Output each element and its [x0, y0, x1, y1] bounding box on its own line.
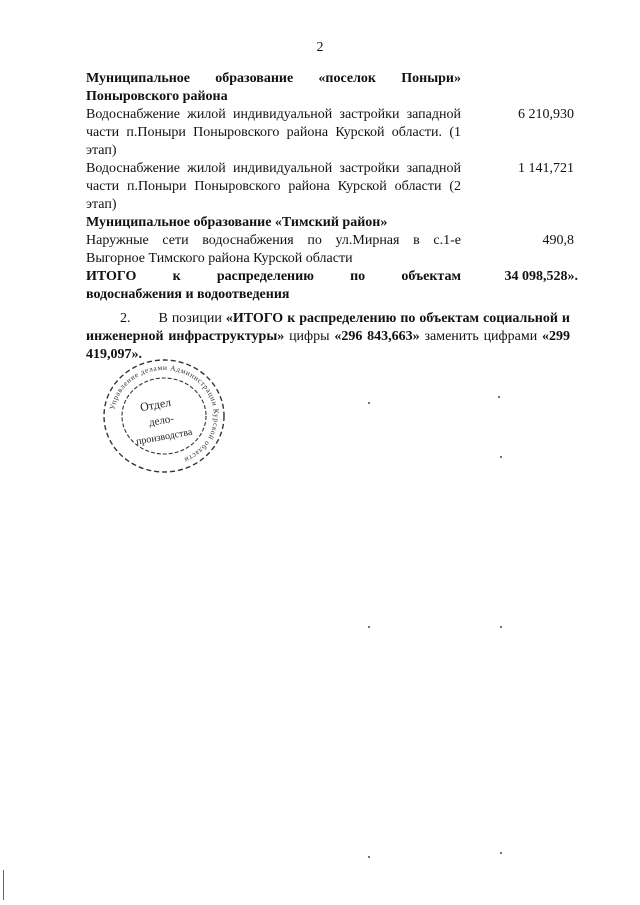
total-word: объектам — [401, 269, 461, 284]
total-word: распределению — [216, 269, 314, 284]
project-amount: 6 210,930 — [518, 107, 574, 122]
total-row — [86, 268, 578, 286]
paragraph-text: В позиции — [158, 311, 226, 326]
project-description: Водоснабжение жилой индивидуальной застройки западной части п.Поныри Поныровского района Курской области (2 этап) — [86, 161, 461, 212]
stamp-line-3: производства — [135, 426, 194, 448]
municipality-heading: Муниципальное образование «поселок Поныри» Поныровского района — [86, 71, 461, 104]
scan-speck — [498, 396, 500, 398]
total-word: к — [172, 269, 181, 284]
stamp-line-2: дело- — [148, 412, 175, 429]
allocation-table — [86, 70, 578, 304]
total-row-continuation — [86, 286, 578, 304]
scan-edge-line — [3, 870, 4, 900]
project-description: Водоснабжение жилой индивидуальной застройки западной части п.Поныри Поныровского района Курской области. (1 этап) — [86, 107, 461, 158]
table-row — [86, 70, 578, 106]
table-row — [86, 160, 578, 214]
page-number: 2 — [316, 40, 324, 55]
total-label — [86, 268, 461, 286]
paragraph-number: 2. — [120, 311, 131, 326]
scan-speck — [500, 626, 502, 628]
project-description: Наружные сети водоснабжения по ул.Мирная в с.1-е Выгорное Тимского района Курской области — [86, 233, 461, 266]
paragraph-new-value: «299 419,097». — [86, 329, 570, 362]
total-word: ИТОГО — [86, 269, 137, 284]
total-label-line2: водоснабжения и водоотведения — [86, 287, 290, 302]
office-stamp — [100, 356, 228, 476]
table-row — [86, 232, 578, 268]
scan-speck — [368, 402, 370, 404]
project-amount: 490,8 — [542, 233, 574, 248]
paragraph-text: заменить цифрами — [419, 329, 542, 344]
paragraph-text: цифры — [284, 329, 335, 344]
stamp-ring-text: Управление делами Администрации Курской области — [107, 362, 222, 465]
table-row — [86, 214, 578, 232]
total-word: по — [350, 269, 366, 284]
stamp-line-1: Отдел — [138, 395, 173, 415]
scan-speck — [500, 456, 502, 458]
table-row — [86, 106, 578, 160]
paragraph-old-value: «296 843,663» — [334, 329, 420, 344]
scan-speck — [500, 852, 502, 854]
scan-speck — [368, 856, 370, 858]
paragraph-bold-position: «ИТОГО к распределению по объектам социальной и инженерной инфраструктуры» — [86, 311, 570, 344]
total-amount: 34 098,528». — [504, 269, 578, 284]
project-amount: 1 141,721 — [518, 161, 574, 176]
scan-speck — [368, 626, 370, 628]
municipality-heading: Муниципальное образование «Тимский район» — [86, 215, 388, 230]
